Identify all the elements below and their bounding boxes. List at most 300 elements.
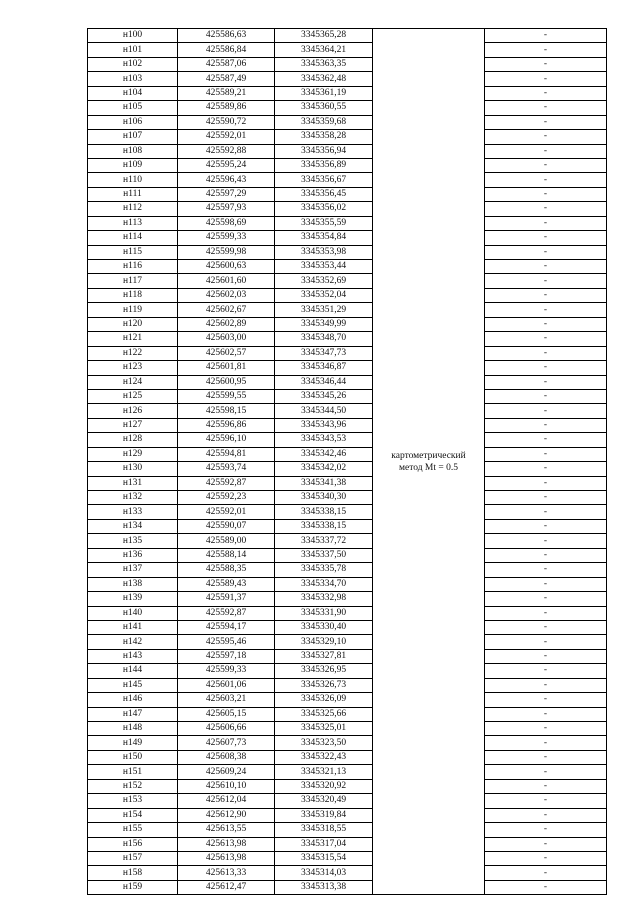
table-row bbox=[88, 332, 607, 346]
point-id-cell: н151 bbox=[88, 765, 178, 779]
point-id-cell: н148 bbox=[88, 722, 178, 736]
table-row bbox=[88, 72, 607, 86]
point-id-cell: н122 bbox=[88, 346, 178, 360]
y-coordinate-cell: 3345361,19 bbox=[275, 86, 373, 100]
table-row bbox=[88, 158, 607, 172]
table-row bbox=[88, 173, 607, 187]
point-id-cell: н118 bbox=[88, 288, 178, 302]
table-row bbox=[88, 43, 607, 57]
error-cell: - bbox=[485, 433, 607, 447]
error-cell: - bbox=[485, 260, 607, 274]
error-cell: - bbox=[485, 837, 607, 851]
y-coordinate-cell: 3345340,30 bbox=[275, 491, 373, 505]
y-coordinate-cell: 3345360,55 bbox=[275, 101, 373, 115]
point-id-cell: н127 bbox=[88, 418, 178, 432]
y-coordinate-cell: 3345317,04 bbox=[275, 837, 373, 851]
table-row bbox=[88, 115, 607, 129]
y-coordinate-cell: 3345359,68 bbox=[275, 115, 373, 129]
y-coordinate-cell: 3345356,89 bbox=[275, 158, 373, 172]
error-cell: - bbox=[485, 707, 607, 721]
table-row bbox=[88, 851, 607, 865]
y-coordinate-cell: 3345351,29 bbox=[275, 303, 373, 317]
y-coordinate-cell: 3345329,10 bbox=[275, 635, 373, 649]
y-coordinate-cell: 3345331,90 bbox=[275, 606, 373, 620]
y-coordinate-cell: 3345327,81 bbox=[275, 649, 373, 663]
method-cell bbox=[373, 29, 485, 895]
x-coordinate-cell: 425589,21 bbox=[178, 86, 275, 100]
y-coordinate-cell: 3345342,02 bbox=[275, 462, 373, 476]
point-id-cell: н130 bbox=[88, 462, 178, 476]
error-cell: - bbox=[485, 678, 607, 692]
error-cell: - bbox=[485, 418, 607, 432]
table-row bbox=[88, 274, 607, 288]
error-cell: - bbox=[485, 823, 607, 837]
error-cell: - bbox=[485, 606, 607, 620]
table-row bbox=[88, 418, 607, 432]
point-id-cell: н145 bbox=[88, 678, 178, 692]
point-id-cell: н153 bbox=[88, 794, 178, 808]
point-id-cell: н152 bbox=[88, 779, 178, 793]
x-coordinate-cell: 425602,67 bbox=[178, 303, 275, 317]
error-cell: - bbox=[485, 245, 607, 259]
x-coordinate-cell: 425588,14 bbox=[178, 548, 275, 562]
y-coordinate-cell: 3345338,15 bbox=[275, 505, 373, 519]
error-cell: - bbox=[485, 43, 607, 57]
x-coordinate-cell: 425599,98 bbox=[178, 245, 275, 259]
table-row bbox=[88, 187, 607, 201]
point-id-cell: н126 bbox=[88, 404, 178, 418]
y-coordinate-cell: 3345326,09 bbox=[275, 693, 373, 707]
point-id-cell: н108 bbox=[88, 144, 178, 158]
point-id-cell: н109 bbox=[88, 158, 178, 172]
error-cell: - bbox=[485, 274, 607, 288]
y-coordinate-cell: 3345346,87 bbox=[275, 361, 373, 375]
point-id-cell: н100 bbox=[88, 29, 178, 43]
y-coordinate-cell: 3345345,26 bbox=[275, 389, 373, 403]
x-coordinate-cell: 425591,37 bbox=[178, 592, 275, 606]
table-row bbox=[88, 144, 607, 158]
point-id-cell: н159 bbox=[88, 880, 178, 894]
point-id-cell: н140 bbox=[88, 606, 178, 620]
table-row bbox=[88, 808, 607, 822]
y-coordinate-cell: 3345321,13 bbox=[275, 765, 373, 779]
error-cell: - bbox=[485, 794, 607, 808]
x-coordinate-cell: 425590,72 bbox=[178, 115, 275, 129]
y-coordinate-cell: 3345337,72 bbox=[275, 534, 373, 548]
y-coordinate-cell: 3345330,40 bbox=[275, 620, 373, 634]
table-row bbox=[88, 678, 607, 692]
table-row bbox=[88, 707, 607, 721]
table-row bbox=[88, 57, 607, 71]
table-row bbox=[88, 736, 607, 750]
point-id-cell: н129 bbox=[88, 447, 178, 461]
table-row bbox=[88, 216, 607, 230]
x-coordinate-cell: 425586,63 bbox=[178, 29, 275, 43]
point-id-cell: н149 bbox=[88, 736, 178, 750]
point-id-cell: н143 bbox=[88, 649, 178, 663]
point-id-cell: н150 bbox=[88, 750, 178, 764]
table-row bbox=[88, 260, 607, 274]
x-coordinate-cell: 425612,04 bbox=[178, 794, 275, 808]
table-row bbox=[88, 606, 607, 620]
table-row bbox=[88, 534, 607, 548]
y-coordinate-cell: 3345322,43 bbox=[275, 750, 373, 764]
y-coordinate-cell: 3345364,21 bbox=[275, 43, 373, 57]
x-coordinate-cell: 425597,29 bbox=[178, 187, 275, 201]
error-cell: - bbox=[485, 158, 607, 172]
table-row bbox=[88, 288, 607, 302]
y-coordinate-cell: 3345313,38 bbox=[275, 880, 373, 894]
error-cell: - bbox=[485, 693, 607, 707]
y-coordinate-cell: 3345342,46 bbox=[275, 447, 373, 461]
x-coordinate-cell: 425607,73 bbox=[178, 736, 275, 750]
error-cell: - bbox=[485, 866, 607, 880]
x-coordinate-cell: 425613,98 bbox=[178, 851, 275, 865]
y-coordinate-cell: 3345325,66 bbox=[275, 707, 373, 721]
x-coordinate-cell: 425613,55 bbox=[178, 823, 275, 837]
error-cell: - bbox=[485, 880, 607, 894]
error-cell: - bbox=[485, 447, 607, 461]
y-coordinate-cell: 3345362,48 bbox=[275, 72, 373, 86]
x-coordinate-cell: 425610,10 bbox=[178, 779, 275, 793]
x-coordinate-cell: 425590,07 bbox=[178, 519, 275, 533]
point-id-cell: н102 bbox=[88, 57, 178, 71]
table-row bbox=[88, 86, 607, 100]
y-coordinate-cell: 3345352,04 bbox=[275, 288, 373, 302]
point-id-cell: н147 bbox=[88, 707, 178, 721]
error-cell: - bbox=[485, 808, 607, 822]
method-line-2: метод Mt = 0.5 bbox=[398, 462, 458, 473]
table-row bbox=[88, 519, 607, 533]
y-coordinate-cell: 3345344,50 bbox=[275, 404, 373, 418]
error-cell: - bbox=[485, 722, 607, 736]
table-row bbox=[88, 592, 607, 606]
x-coordinate-cell: 425602,89 bbox=[178, 317, 275, 331]
point-id-cell: н113 bbox=[88, 216, 178, 230]
table-row bbox=[88, 577, 607, 591]
error-cell: - bbox=[485, 534, 607, 548]
x-coordinate-cell: 425601,81 bbox=[178, 361, 275, 375]
point-id-cell: н144 bbox=[88, 664, 178, 678]
x-coordinate-cell: 425586,84 bbox=[178, 43, 275, 57]
error-cell: - bbox=[485, 346, 607, 360]
table-row bbox=[88, 101, 607, 115]
table-row bbox=[88, 649, 607, 663]
point-id-cell: н114 bbox=[88, 231, 178, 245]
point-id-cell: н137 bbox=[88, 563, 178, 577]
x-coordinate-cell: 425594,17 bbox=[178, 620, 275, 634]
table-row bbox=[88, 635, 607, 649]
error-cell: - bbox=[485, 649, 607, 663]
x-coordinate-cell: 425602,57 bbox=[178, 346, 275, 360]
error-cell: - bbox=[485, 620, 607, 634]
x-coordinate-cell: 425612,47 bbox=[178, 880, 275, 894]
y-coordinate-cell: 3345332,98 bbox=[275, 592, 373, 606]
y-coordinate-cell: 3345356,67 bbox=[275, 173, 373, 187]
error-cell: - bbox=[485, 491, 607, 505]
point-id-cell: н125 bbox=[88, 389, 178, 403]
y-coordinate-cell: 3345346,44 bbox=[275, 375, 373, 389]
y-coordinate-cell: 3345347,73 bbox=[275, 346, 373, 360]
point-id-cell: н116 bbox=[88, 260, 178, 274]
x-coordinate-cell: 425592,01 bbox=[178, 130, 275, 144]
y-coordinate-cell: 3345334,70 bbox=[275, 577, 373, 591]
error-cell: - bbox=[485, 144, 607, 158]
point-id-cell: н105 bbox=[88, 101, 178, 115]
table-row bbox=[88, 245, 607, 259]
point-id-cell: н115 bbox=[88, 245, 178, 259]
table-row bbox=[88, 563, 607, 577]
y-coordinate-cell: 3345320,92 bbox=[275, 779, 373, 793]
point-id-cell: н131 bbox=[88, 476, 178, 490]
x-coordinate-cell: 425606,66 bbox=[178, 722, 275, 736]
y-coordinate-cell: 3345348,70 bbox=[275, 332, 373, 346]
y-coordinate-cell: 3345326,73 bbox=[275, 678, 373, 692]
y-coordinate-cell: 3345319,84 bbox=[275, 808, 373, 822]
coordinates-table-body bbox=[88, 29, 607, 895]
table-row bbox=[88, 433, 607, 447]
error-cell: - bbox=[485, 505, 607, 519]
y-coordinate-cell: 3345356,02 bbox=[275, 202, 373, 216]
x-coordinate-cell: 425592,01 bbox=[178, 505, 275, 519]
x-coordinate-cell: 425613,98 bbox=[178, 837, 275, 851]
x-coordinate-cell: 425599,33 bbox=[178, 231, 275, 245]
x-coordinate-cell: 425613,33 bbox=[178, 866, 275, 880]
y-coordinate-cell: 3345320,49 bbox=[275, 794, 373, 808]
x-coordinate-cell: 425601,06 bbox=[178, 678, 275, 692]
table-row bbox=[88, 866, 607, 880]
x-coordinate-cell: 425600,95 bbox=[178, 375, 275, 389]
x-coordinate-cell: 425612,90 bbox=[178, 808, 275, 822]
y-coordinate-cell: 3345365,28 bbox=[275, 29, 373, 43]
table-row bbox=[88, 837, 607, 851]
table-row bbox=[88, 476, 607, 490]
error-cell: - bbox=[485, 592, 607, 606]
error-cell: - bbox=[485, 779, 607, 793]
table-row bbox=[88, 346, 607, 360]
error-cell: - bbox=[485, 332, 607, 346]
error-cell: - bbox=[485, 750, 607, 764]
y-coordinate-cell: 3345326,95 bbox=[275, 664, 373, 678]
table-row bbox=[88, 505, 607, 519]
point-id-cell: н154 bbox=[88, 808, 178, 822]
x-coordinate-cell: 425595,24 bbox=[178, 158, 275, 172]
error-cell: - bbox=[485, 317, 607, 331]
point-id-cell: н146 bbox=[88, 693, 178, 707]
error-cell: - bbox=[485, 664, 607, 678]
x-coordinate-cell: 425592,88 bbox=[178, 144, 275, 158]
x-coordinate-cell: 425596,43 bbox=[178, 173, 275, 187]
point-id-cell: н139 bbox=[88, 592, 178, 606]
table-row bbox=[88, 303, 607, 317]
error-cell: - bbox=[485, 115, 607, 129]
table-row bbox=[88, 375, 607, 389]
y-coordinate-cell: 3345315,54 bbox=[275, 851, 373, 865]
point-id-cell: н124 bbox=[88, 375, 178, 389]
x-coordinate-cell: 425592,23 bbox=[178, 491, 275, 505]
table-row bbox=[88, 722, 607, 736]
table-row bbox=[88, 130, 607, 144]
x-coordinate-cell: 425598,15 bbox=[178, 404, 275, 418]
table-row bbox=[88, 750, 607, 764]
point-id-cell: н155 bbox=[88, 823, 178, 837]
y-coordinate-cell: 3345338,15 bbox=[275, 519, 373, 533]
point-id-cell: н123 bbox=[88, 361, 178, 375]
y-coordinate-cell: 3345343,53 bbox=[275, 433, 373, 447]
y-coordinate-cell: 3345356,45 bbox=[275, 187, 373, 201]
error-cell: - bbox=[485, 851, 607, 865]
table-row bbox=[88, 823, 607, 837]
x-coordinate-cell: 425596,10 bbox=[178, 433, 275, 447]
y-coordinate-cell: 3345353,44 bbox=[275, 260, 373, 274]
y-coordinate-cell: 3345349,99 bbox=[275, 317, 373, 331]
error-cell: - bbox=[485, 187, 607, 201]
error-cell: - bbox=[485, 563, 607, 577]
error-cell: - bbox=[485, 173, 607, 187]
error-cell: - bbox=[485, 288, 607, 302]
x-coordinate-cell: 425602,03 bbox=[178, 288, 275, 302]
point-id-cell: н135 bbox=[88, 534, 178, 548]
x-coordinate-cell: 425596,86 bbox=[178, 418, 275, 432]
table-row bbox=[88, 693, 607, 707]
point-id-cell: н112 bbox=[88, 202, 178, 216]
error-cell: - bbox=[485, 635, 607, 649]
table-row bbox=[88, 231, 607, 245]
x-coordinate-cell: 425594,81 bbox=[178, 447, 275, 461]
error-cell: - bbox=[485, 130, 607, 144]
table-row bbox=[88, 765, 607, 779]
point-id-cell: н119 bbox=[88, 303, 178, 317]
x-coordinate-cell: 425599,33 bbox=[178, 664, 275, 678]
error-cell: - bbox=[485, 57, 607, 71]
table-row bbox=[88, 462, 607, 476]
error-cell: - bbox=[485, 202, 607, 216]
y-coordinate-cell: 3345341,38 bbox=[275, 476, 373, 490]
error-cell: - bbox=[485, 476, 607, 490]
coordinates-table bbox=[87, 28, 607, 895]
table-row bbox=[88, 317, 607, 331]
error-cell: - bbox=[485, 736, 607, 750]
point-id-cell: н120 bbox=[88, 317, 178, 331]
x-coordinate-cell: 425587,49 bbox=[178, 72, 275, 86]
x-coordinate-cell: 425589,86 bbox=[178, 101, 275, 115]
error-cell: - bbox=[485, 72, 607, 86]
x-coordinate-cell: 425592,87 bbox=[178, 476, 275, 490]
x-coordinate-cell: 425599,55 bbox=[178, 389, 275, 403]
error-cell: - bbox=[485, 231, 607, 245]
point-id-cell: н111 bbox=[88, 187, 178, 201]
y-coordinate-cell: 3345358,28 bbox=[275, 130, 373, 144]
table-row bbox=[88, 389, 607, 403]
error-cell: - bbox=[485, 548, 607, 562]
y-coordinate-cell: 3345343,96 bbox=[275, 418, 373, 432]
table-row bbox=[88, 361, 607, 375]
point-id-cell: н121 bbox=[88, 332, 178, 346]
x-coordinate-cell: 425587,06 bbox=[178, 57, 275, 71]
error-cell: - bbox=[485, 462, 607, 476]
x-coordinate-cell: 425588,35 bbox=[178, 563, 275, 577]
error-cell: - bbox=[485, 216, 607, 230]
x-coordinate-cell: 425595,46 bbox=[178, 635, 275, 649]
error-cell: - bbox=[485, 519, 607, 533]
x-coordinate-cell: 425589,43 bbox=[178, 577, 275, 591]
error-cell: - bbox=[485, 765, 607, 779]
table-row bbox=[88, 548, 607, 562]
y-coordinate-cell: 3345355,59 bbox=[275, 216, 373, 230]
table-row bbox=[88, 779, 607, 793]
point-id-cell: н128 bbox=[88, 433, 178, 447]
point-id-cell: н142 bbox=[88, 635, 178, 649]
point-id-cell: н106 bbox=[88, 115, 178, 129]
table-row bbox=[88, 620, 607, 634]
x-coordinate-cell: 425597,93 bbox=[178, 202, 275, 216]
table-row bbox=[88, 491, 607, 505]
point-id-cell: н136 bbox=[88, 548, 178, 562]
point-id-cell: н117 bbox=[88, 274, 178, 288]
table-row bbox=[88, 447, 607, 461]
point-id-cell: н101 bbox=[88, 43, 178, 57]
table-row bbox=[88, 664, 607, 678]
y-coordinate-cell: 3345314,03 bbox=[275, 866, 373, 880]
y-coordinate-cell: 3345335,78 bbox=[275, 563, 373, 577]
x-coordinate-cell: 425600,63 bbox=[178, 260, 275, 274]
y-coordinate-cell: 3345354,84 bbox=[275, 231, 373, 245]
x-coordinate-cell: 425593,74 bbox=[178, 462, 275, 476]
point-id-cell: н138 bbox=[88, 577, 178, 591]
table-row bbox=[88, 404, 607, 418]
x-coordinate-cell: 425601,60 bbox=[178, 274, 275, 288]
point-id-cell: н157 bbox=[88, 851, 178, 865]
error-cell: - bbox=[485, 303, 607, 317]
x-coordinate-cell: 425608,38 bbox=[178, 750, 275, 764]
y-coordinate-cell: 3345323,50 bbox=[275, 736, 373, 750]
x-coordinate-cell: 425603,21 bbox=[178, 693, 275, 707]
error-cell: - bbox=[485, 29, 607, 43]
y-coordinate-cell: 3345353,98 bbox=[275, 245, 373, 259]
x-coordinate-cell: 425605,15 bbox=[178, 707, 275, 721]
table-row bbox=[88, 880, 607, 894]
error-cell: - bbox=[485, 375, 607, 389]
y-coordinate-cell: 3345363,35 bbox=[275, 57, 373, 71]
point-id-cell: н134 bbox=[88, 519, 178, 533]
point-id-cell: н107 bbox=[88, 130, 178, 144]
x-coordinate-cell: 425597,18 bbox=[178, 649, 275, 663]
error-cell: - bbox=[485, 86, 607, 100]
point-id-cell: н132 bbox=[88, 491, 178, 505]
error-cell: - bbox=[485, 577, 607, 591]
error-cell: - bbox=[485, 389, 607, 403]
table-row bbox=[88, 29, 607, 43]
table-row bbox=[88, 202, 607, 216]
y-coordinate-cell: 3345325,01 bbox=[275, 722, 373, 736]
point-id-cell: н141 bbox=[88, 620, 178, 634]
error-cell: - bbox=[485, 101, 607, 115]
point-id-cell: н110 bbox=[88, 173, 178, 187]
error-cell: - bbox=[485, 404, 607, 418]
x-coordinate-cell: 425598,69 bbox=[178, 216, 275, 230]
y-coordinate-cell: 3345356,94 bbox=[275, 144, 373, 158]
x-coordinate-cell: 425589,00 bbox=[178, 534, 275, 548]
y-coordinate-cell: 3345337,50 bbox=[275, 548, 373, 562]
point-id-cell: н104 bbox=[88, 86, 178, 100]
point-id-cell: н133 bbox=[88, 505, 178, 519]
point-id-cell: н156 bbox=[88, 837, 178, 851]
method-line-1: картометрический bbox=[391, 450, 466, 461]
point-id-cell: н103 bbox=[88, 72, 178, 86]
error-cell: - bbox=[485, 361, 607, 375]
table-row bbox=[88, 794, 607, 808]
x-coordinate-cell: 425603,00 bbox=[178, 332, 275, 346]
